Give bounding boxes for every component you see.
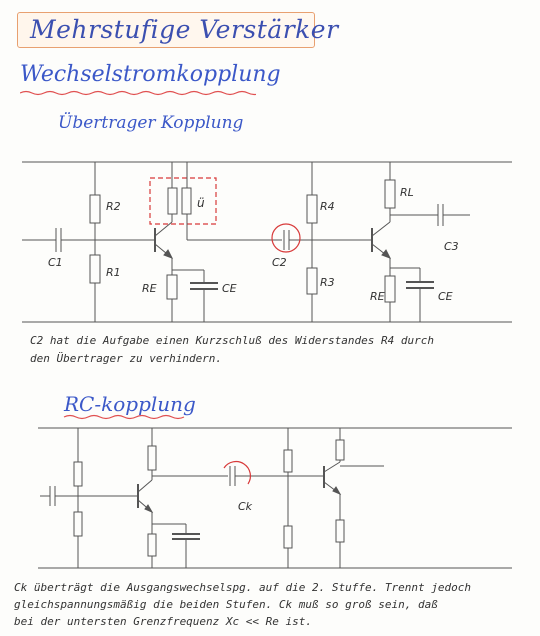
label-ce2: CE [438,290,453,303]
label-re: RE [142,282,157,295]
note2-line3: bei der untersten Grenzfrequenz Xc << Re ist. [14,615,313,628]
heading-rc-kopplung: RC-kopplung [64,392,196,416]
label-c1: C1 [48,256,63,269]
heading-uebertrager-kopplung: Übertrager Kopplung [58,113,244,133]
label-r4: R4 [320,200,335,213]
page-title: Mehrstufige Verstärker [30,15,339,44]
note2-line2: gleichspannungsmäßig die beiden Stufen. Ck muß so groß sein, daß [14,598,438,611]
label-ck: Ck [238,500,253,513]
label-re2: RE [370,290,385,303]
label-rl: RL [400,186,414,199]
label-ce: CE [222,282,237,295]
label-r3: R3 [320,276,335,289]
note2-line1: Ck überträgt die Ausgangswechselspg. auf die 2. Stuffe. Trennt jedoch [14,581,471,594]
label-r2: R2 [106,200,121,213]
label-c2: C2 [272,256,287,269]
label-c3: C3 [444,240,459,253]
note1-line2: den Übertrager zu verhindern. [30,352,223,365]
note1-line1: C2 hat die Aufgabe einen Kurzschluß des Widerstandes R4 durch [30,334,434,347]
label-r1: R1 [106,266,121,279]
heading-wechselstromkopplung: Wechselstromkopplung [20,62,281,87]
label-u: ü [197,196,205,210]
